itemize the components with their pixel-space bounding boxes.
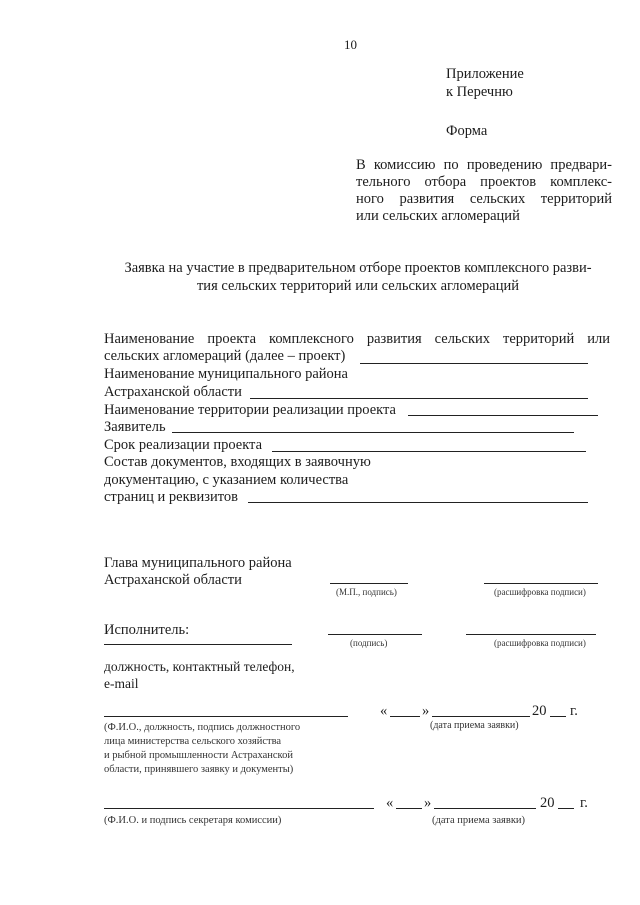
documents-label-cont: документацию, с указанием количества xyxy=(104,472,349,488)
addressee-line-2: тельного отбора проектов комплекс- xyxy=(356,174,612,190)
secretary-date-caption: (дата приема заявки) xyxy=(432,815,526,826)
secretary-day-field[interactable] xyxy=(396,808,422,809)
appendix-label: Приложение xyxy=(446,66,524,82)
project-name-label: Наименование проекта комплексного развития сельских территорий или xyxy=(104,331,610,347)
secretary-quote-close: » xyxy=(424,795,432,811)
form-label: Форма xyxy=(446,123,488,139)
head-title-cont: Астраханской области xyxy=(104,572,242,588)
secretary-quote-open: « xyxy=(386,795,394,811)
documents-field[interactable] xyxy=(248,502,588,503)
documents-label: Состав документов, входящих в заявочную xyxy=(104,454,371,470)
secretary-year-suffix: г. xyxy=(580,795,588,811)
appendix-reference: к Перечню xyxy=(446,84,513,100)
term-label: Срок реализации проекта xyxy=(104,437,263,453)
head-decode-caption: (расшифровка подписи) xyxy=(494,587,586,597)
document-title-line-1: Заявка на участие в предварительном отборе проектов комплексного разви- xyxy=(124,260,592,276)
applicant-field[interactable] xyxy=(172,432,574,433)
territory-label: Наименование территории реализации проекта xyxy=(104,402,396,418)
project-name-field[interactable] xyxy=(360,363,588,364)
head-signature-field[interactable] xyxy=(330,583,408,584)
district-label: Наименование муниципального района xyxy=(104,366,348,382)
documents-label-cont-2: страниц и реквизитов xyxy=(104,489,238,505)
addressee-line-1: В комиссию по проведению предвари- xyxy=(356,157,612,173)
ministry-official-field[interactable] xyxy=(104,716,348,717)
executor-label: Исполнитель: xyxy=(104,622,190,638)
territory-field[interactable] xyxy=(408,415,598,416)
secretary-field[interactable] xyxy=(104,808,374,809)
addressee-line-3: ного развития сельских территорий xyxy=(356,191,612,207)
document-title-line-2: тия сельских территорий или сельских агломераций xyxy=(196,278,520,294)
secretary-year-prefix: 20 xyxy=(540,795,555,811)
ministry-quote-open: « xyxy=(380,703,388,719)
secretary-month-field[interactable] xyxy=(434,808,536,809)
project-name-label-cont: сельских агломераций (далее – проект) xyxy=(104,348,346,364)
district-label-cont: Астраханской области xyxy=(104,384,242,400)
ministry-caption-line-3: и рыбной промышленности Астраханской xyxy=(104,750,293,761)
page-number: 10 xyxy=(344,37,357,52)
ministry-caption-line-2: лица министерства сельского хозяйства xyxy=(104,736,282,747)
ministry-date-caption: (дата приема заявки) xyxy=(430,720,519,731)
secretary-year-field[interactable] xyxy=(558,808,574,809)
ministry-year-prefix: 20 xyxy=(532,703,547,719)
head-title: Глава муниципального района xyxy=(104,555,292,571)
ministry-year-field[interactable] xyxy=(550,716,566,717)
head-decode-field[interactable] xyxy=(484,583,598,584)
executor-email-label: e-mail xyxy=(104,676,139,691)
applicant-label: Заявитель xyxy=(104,419,166,435)
executor-decode-field[interactable] xyxy=(466,634,596,635)
secretary-caption: (Ф.И.О. и подпись секретаря комиссии) xyxy=(104,815,282,826)
ministry-year-suffix: г. xyxy=(570,703,578,719)
executor-contact-label: должность, контактный телефон, xyxy=(104,659,295,674)
ministry-quote-close: » xyxy=(422,703,430,719)
ministry-caption-line-1: (Ф.И.О., должность, подпись должностного xyxy=(104,722,301,733)
executor-field[interactable] xyxy=(104,644,292,645)
addressee-line-4: или сельских агломераций xyxy=(356,208,520,224)
executor-signature-caption: (подпись) xyxy=(350,638,388,648)
head-signature-caption: (М.П., подпись) xyxy=(336,587,397,597)
executor-signature-field[interactable] xyxy=(328,634,422,635)
ministry-day-field[interactable] xyxy=(390,716,420,717)
executor-decode-caption: (расшифровка подписи) xyxy=(494,638,586,648)
term-field[interactable] xyxy=(272,451,586,452)
ministry-month-field[interactable] xyxy=(432,716,530,717)
district-field[interactable] xyxy=(250,398,588,399)
ministry-caption-line-4: области, принявшего заявку и документы) xyxy=(104,764,294,775)
